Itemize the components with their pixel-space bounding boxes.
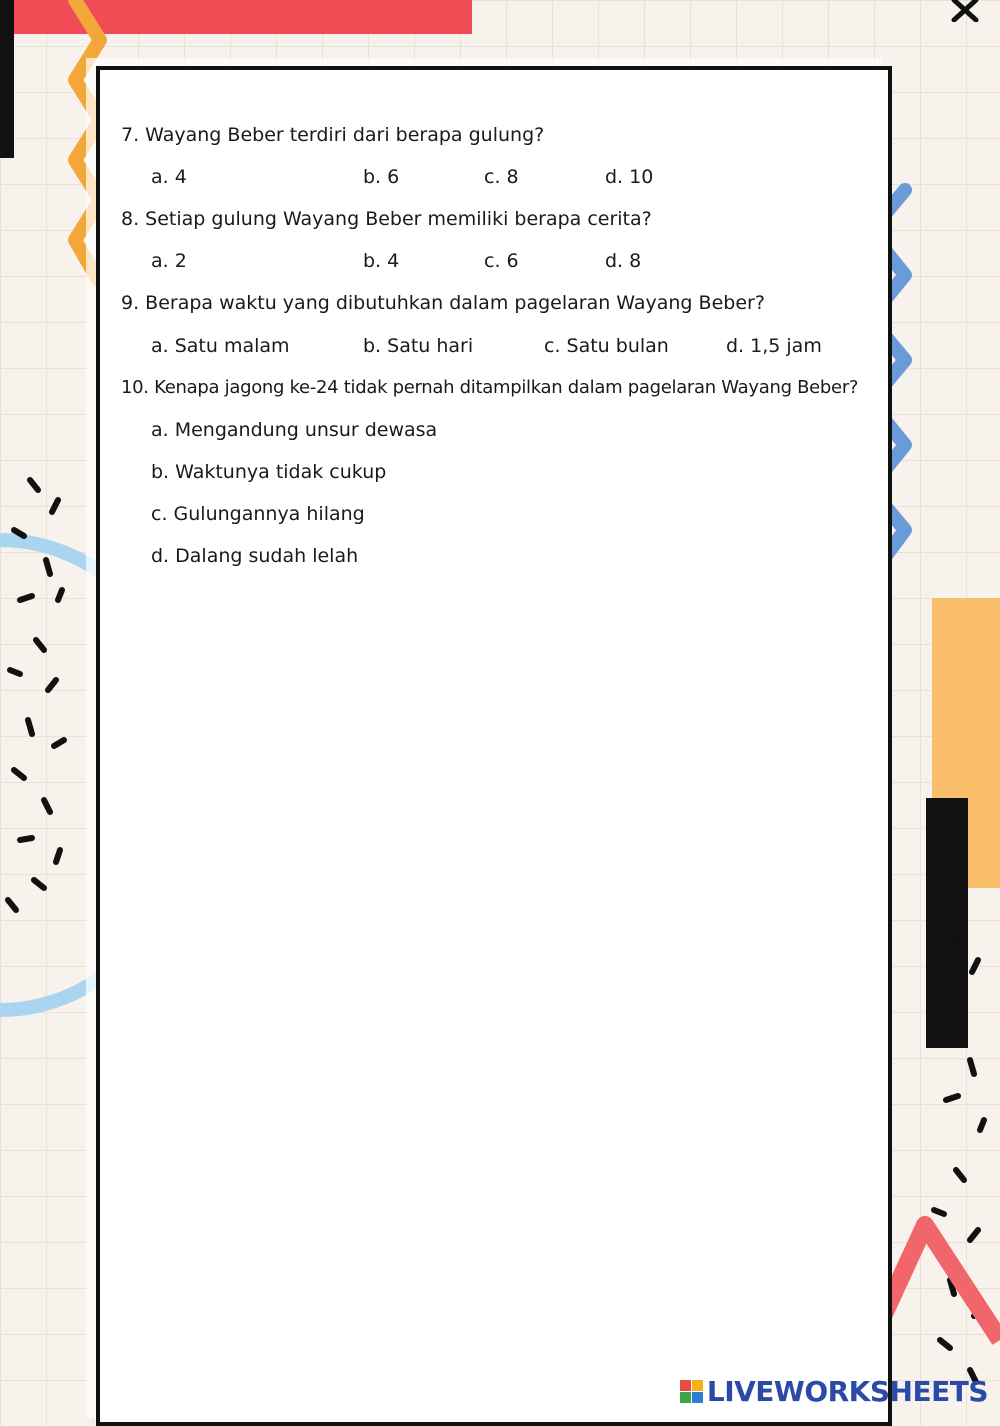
question-7-option-b[interactable]: b. 6	[363, 166, 400, 188]
question-9-option-d[interactable]: d. 1,5 jam	[726, 335, 822, 357]
question-8-option-c[interactable]: c. 6	[484, 250, 519, 272]
liveworksheets-logo-icon	[680, 1380, 703, 1403]
question-7-option-c[interactable]: c. 8	[484, 166, 519, 188]
watermark-text: LIVEWORKSHEETS	[706, 1375, 988, 1408]
question-7-text: 7. Wayang Beber terdiri dari berapa gulung?	[121, 124, 545, 146]
question-10-text: 10. Kenapa jagong ke-24 tidak pernah ditampilkan dalam pagelaran Wayang Beber?	[121, 377, 859, 398]
liveworksheets-watermark	[680, 1375, 988, 1408]
question-8-text: 8. Setiap gulung Wayang Beber memiliki berapa cerita?	[121, 208, 652, 230]
question-8-option-a[interactable]: a. 2	[151, 250, 187, 272]
question-10-option-d[interactable]: d. Dalang sudah lelah	[151, 545, 359, 567]
question-9-text: 9. Berapa waktu yang dibutuhkan dalam pagelaran Wayang Beber?	[121, 292, 765, 314]
close-icon[interactable]	[950, 0, 980, 22]
logo-square-4	[692, 1392, 703, 1403]
question-7-option-a[interactable]: a. 4	[151, 166, 187, 188]
logo-square-2	[692, 1380, 703, 1391]
question-10-option-c[interactable]: c. Gulungannya hilang	[151, 503, 365, 525]
question-10-option-a[interactable]: a. Mengandung unsur dewasa	[151, 419, 438, 441]
question-7-option-d[interactable]: d. 10	[605, 166, 654, 188]
logo-square-1	[680, 1380, 691, 1391]
question-9-option-b[interactable]: b. Satu hari	[363, 335, 474, 357]
question-10-option-b[interactable]: b. Waktunya tidak cukup	[151, 461, 387, 483]
question-8-option-d[interactable]: d. 8	[605, 250, 642, 272]
question-9-option-a[interactable]: a. Satu malam	[151, 335, 290, 357]
logo-square-3	[680, 1392, 691, 1403]
question-9-option-c[interactable]: c. Satu bulan	[544, 335, 669, 357]
question-8-option-b[interactable]: b. 4	[363, 250, 400, 272]
